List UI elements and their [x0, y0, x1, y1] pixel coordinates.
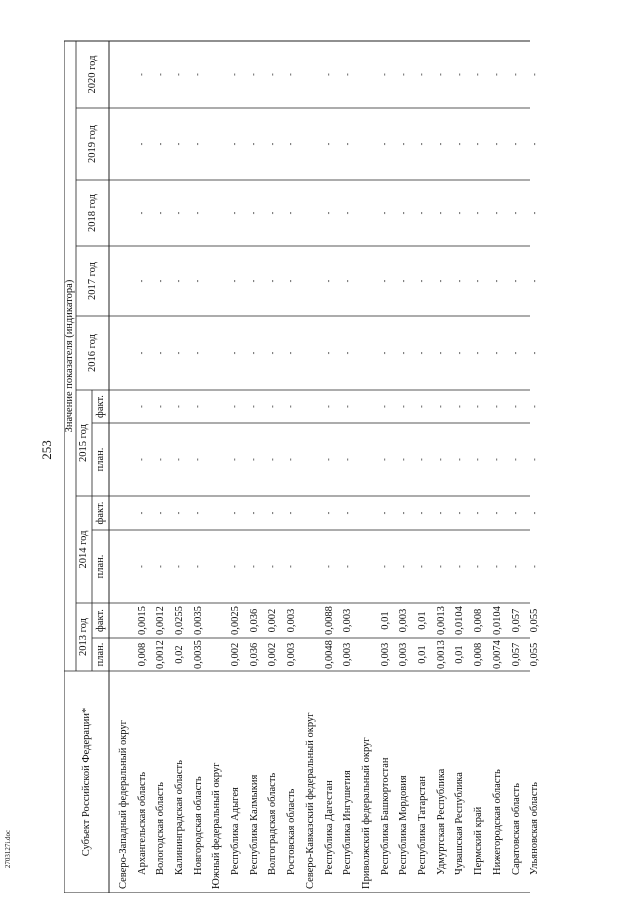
empty-value-dash: - [379, 351, 389, 355]
value-fact-2013: 0,002 [267, 608, 279, 633]
empty-value-dash: - [473, 279, 483, 283]
empty-value-dash: - [342, 405, 352, 408]
empty-value-dash: - [323, 511, 333, 515]
empty-value-dash: - [155, 73, 165, 76]
empty-value-dash: - [510, 405, 520, 408]
empty-value-dash: - [192, 565, 202, 568]
empty-value-dash: - [342, 511, 352, 515]
empty-value-dash: - [379, 73, 389, 76]
empty-value-dash: - [510, 73, 520, 76]
header-plan: план. [94, 554, 106, 579]
empty-value-dash: - [155, 142, 165, 146]
empty-value-dash: - [323, 211, 333, 215]
empty-value-dash: - [136, 279, 146, 283]
empty-value-dash: - [136, 142, 146, 146]
empty-value-dash: - [267, 351, 277, 355]
empty-value-dash: - [417, 211, 427, 215]
empty-value-dash: - [174, 458, 184, 461]
empty-value-dash: - [192, 142, 202, 146]
value-plan-2013: 0,008 [136, 642, 148, 667]
empty-value-dash: - [529, 565, 539, 568]
empty-value-dash: - [379, 279, 389, 283]
value-fact-2013: 0,0025 [230, 606, 242, 635]
empty-value-dash: - [286, 565, 296, 568]
empty-value-dash: - [473, 405, 483, 408]
empty-value-dash: - [323, 458, 333, 461]
empty-value-dash: - [436, 351, 446, 355]
empty-value-dash: - [286, 73, 296, 76]
empty-value-dash: - [249, 511, 259, 515]
value-fact-2013: 0,0088 [323, 606, 335, 635]
empty-value-dash: - [323, 565, 333, 568]
region-name: Ростовская область [286, 788, 298, 875]
value-fact-2013: 0,003 [286, 608, 298, 633]
header-year-2018: 2018 год [86, 194, 98, 232]
region-name: Республика Адыгея [230, 787, 242, 875]
region-name: Саратовская область [510, 783, 522, 875]
value-plan-2013: 0,0074 [491, 640, 503, 669]
empty-value-dash: - [473, 511, 483, 515]
empty-value-dash: - [230, 211, 240, 215]
empty-value-dash: - [155, 405, 165, 408]
empty-value-dash: - [454, 279, 464, 283]
region-name: Ульяновская область [529, 782, 541, 875]
empty-value-dash: - [510, 279, 520, 283]
empty-value-dash: - [492, 565, 502, 568]
empty-value-dash: - [174, 351, 184, 355]
empty-value-dash: - [417, 351, 427, 355]
empty-value-dash: - [379, 458, 389, 461]
empty-value-dash: - [510, 142, 520, 146]
value-fact-2013: 0,008 [473, 608, 485, 633]
empty-value-dash: - [342, 565, 352, 568]
region-name: Архангельская область [136, 771, 148, 875]
empty-value-dash: - [529, 142, 539, 146]
empty-value-dash: - [379, 142, 389, 146]
value-fact-2013: 0,0012 [155, 606, 167, 635]
empty-value-dash: - [136, 211, 146, 215]
empty-value-dash: - [286, 211, 296, 215]
empty-value-dash: - [323, 73, 333, 76]
empty-value-dash: - [230, 279, 240, 283]
empty-value-dash: - [510, 565, 520, 568]
header-year-2019: 2019 год [86, 125, 98, 163]
value-fact-2013: 0,055 [529, 608, 541, 633]
empty-value-dash: - [249, 458, 259, 461]
empty-value-dash: - [342, 142, 352, 146]
empty-value-dash: - [454, 211, 464, 215]
header-year-2015: 2015 год [78, 424, 90, 462]
empty-value-dash: - [230, 405, 240, 408]
header-year-2013: 2013 год [78, 618, 90, 656]
empty-value-dash: - [174, 73, 184, 76]
empty-value-dash: - [454, 565, 464, 568]
value-fact-2013: 0,003 [342, 608, 354, 633]
empty-value-dash: - [417, 405, 427, 408]
empty-value-dash: - [379, 511, 389, 515]
value-plan-2013: 0,003 [342, 642, 354, 667]
empty-value-dash: - [398, 511, 408, 515]
district-row-label: Приволжский федеральный округ [360, 737, 372, 889]
empty-value-dash: - [379, 565, 389, 568]
empty-value-dash: - [492, 73, 502, 76]
empty-value-dash: - [436, 279, 446, 283]
empty-value-dash: - [529, 351, 539, 355]
empty-value-dash: - [492, 511, 502, 515]
empty-value-dash: - [174, 565, 184, 568]
value-fact-2013: 0,01 [417, 611, 429, 630]
header-subject: Субъект Российской Федерации* [80, 707, 92, 857]
header-year-2014: 2014 год [78, 530, 90, 569]
value-plan-2013: 0,003 [286, 642, 298, 667]
value-plan-2013: 0,0035 [192, 640, 204, 669]
region-name: Республика Мордовия [398, 775, 410, 875]
value-fact-2013: 0,0015 [136, 606, 148, 635]
empty-value-dash: - [155, 211, 165, 215]
empty-value-dash: - [342, 279, 352, 283]
empty-value-dash: - [473, 351, 483, 355]
empty-value-dash: - [136, 73, 146, 76]
empty-value-dash: - [436, 565, 446, 568]
empty-value-dash: - [529, 279, 539, 283]
district-row-label: Северо-Кавказский федеральный округ [304, 712, 316, 889]
empty-value-dash: - [510, 351, 520, 355]
header-year-2017: 2017 год [86, 262, 98, 300]
empty-value-dash: - [398, 351, 408, 355]
empty-value-dash: - [398, 142, 408, 146]
empty-value-dash: - [529, 458, 539, 461]
empty-value-dash: - [492, 405, 502, 408]
empty-value-dash: - [286, 511, 296, 515]
header-indicator-value: Значение показателя (индикатора) [64, 279, 76, 433]
empty-value-dash: - [492, 211, 502, 215]
empty-value-dash: - [417, 511, 427, 515]
empty-value-dash: - [192, 279, 202, 283]
empty-value-dash: - [436, 511, 446, 515]
header-year-2016: 2016 год [86, 334, 98, 372]
value-plan-2013: 0,055 [529, 642, 541, 667]
value-plan-2013: 0,0012 [155, 640, 167, 669]
empty-value-dash: - [510, 511, 520, 515]
empty-value-dash: - [510, 211, 520, 215]
document-footer: 2703127i.doc [4, 829, 12, 869]
empty-value-dash: - [529, 73, 539, 76]
value-fact-2013: 0,0104 [454, 606, 466, 635]
header-fact: факт. [94, 395, 106, 418]
region-name: Волгоградская область [267, 772, 279, 875]
empty-value-dash: - [192, 511, 202, 515]
page-number: 253 [39, 440, 54, 460]
empty-value-dash: - [379, 211, 389, 215]
region-name: Новгородская область [192, 776, 204, 875]
header-year-2020: 2020 год [86, 55, 98, 94]
empty-value-dash: - [473, 211, 483, 215]
empty-value-dash: - [230, 351, 240, 355]
empty-value-dash: - [436, 458, 446, 461]
value-fact-2013: 0,057 [510, 608, 522, 633]
empty-value-dash: - [249, 142, 259, 146]
empty-value-dash: - [230, 73, 240, 76]
empty-value-dash: - [473, 73, 483, 76]
empty-value-dash: - [267, 279, 277, 283]
value-plan-2013: 0,003 [398, 642, 410, 667]
value-plan-2013: 0,057 [510, 642, 522, 667]
empty-value-dash: - [174, 511, 184, 515]
value-plan-2013: 0,036 [248, 642, 260, 667]
value-plan-2013: 0,002 [267, 642, 279, 667]
empty-value-dash: - [398, 279, 408, 283]
empty-value-dash: - [417, 458, 427, 461]
value-fact-2013: 0,0035 [192, 606, 204, 635]
empty-value-dash: - [192, 211, 202, 215]
empty-value-dash: - [267, 458, 277, 461]
value-fact-2013: 0,01 [379, 611, 391, 630]
empty-value-dash: - [454, 405, 464, 408]
empty-value-dash: - [267, 142, 277, 146]
value-plan-2013: 0,008 [473, 642, 485, 667]
empty-value-dash: - [267, 211, 277, 215]
empty-value-dash: - [267, 405, 277, 408]
empty-value-dash: - [417, 73, 427, 76]
empty-value-dash: - [492, 279, 502, 283]
empty-value-dash: - [454, 351, 464, 355]
empty-value-dash: - [249, 211, 259, 215]
empty-value-dash: - [398, 211, 408, 215]
empty-value-dash: - [436, 142, 446, 146]
empty-value-dash: - [155, 279, 165, 283]
empty-value-dash: - [417, 279, 427, 283]
region-name: Пермский край [473, 806, 485, 875]
empty-value-dash: - [492, 458, 502, 461]
empty-value-dash: - [323, 142, 333, 146]
header-plan: план. [94, 447, 106, 472]
empty-value-dash: - [417, 142, 427, 146]
value-plan-2013: 0,0013 [435, 640, 447, 669]
empty-value-dash: - [454, 142, 464, 146]
value-plan-2013: 0,0048 [323, 640, 335, 669]
region-name: Республика Ингушетия [342, 770, 354, 875]
empty-value-dash: - [267, 73, 277, 76]
empty-value-dash: - [436, 211, 446, 215]
value-fact-2013: 0,003 [398, 608, 410, 633]
empty-value-dash: - [230, 511, 240, 515]
empty-value-dash: - [192, 73, 202, 76]
empty-value-dash: - [174, 142, 184, 146]
empty-value-dash: - [286, 458, 296, 461]
empty-value-dash: - [323, 279, 333, 283]
empty-value-dash: - [510, 458, 520, 461]
empty-value-dash: - [230, 142, 240, 146]
empty-value-dash: - [192, 458, 202, 461]
empty-value-dash: - [286, 142, 296, 146]
indicator-table [64, 15, 541, 893]
value-plan-2013: 0,002 [230, 642, 242, 667]
empty-value-dash: - [249, 351, 259, 355]
region-name: Удмуртская Республика [435, 768, 447, 875]
value-fact-2013: 0,0104 [491, 606, 503, 635]
header-fact: факт. [94, 501, 106, 525]
empty-value-dash: - [192, 405, 202, 408]
empty-value-dash: - [230, 565, 240, 568]
empty-value-dash: - [492, 142, 502, 146]
empty-value-dash: - [230, 458, 240, 461]
empty-value-dash: - [249, 405, 259, 408]
header-plan: план. [94, 642, 106, 667]
empty-value-dash: - [454, 511, 464, 515]
empty-value-dash: - [192, 351, 202, 355]
empty-value-dash: - [136, 351, 146, 355]
empty-value-dash: - [398, 565, 408, 568]
empty-value-dash: - [473, 565, 483, 568]
empty-value-dash: - [436, 73, 446, 76]
empty-value-dash: - [267, 565, 277, 568]
region-name: Республика Калмыкия [248, 774, 260, 875]
value-plan-2013: 0,01 [454, 645, 466, 664]
empty-value-dash: - [436, 405, 446, 408]
empty-value-dash: - [155, 511, 165, 515]
empty-value-dash: - [267, 511, 277, 515]
empty-value-dash: - [155, 458, 165, 461]
region-name: Вологодская область [155, 782, 167, 875]
value-fact-2013: 0,0255 [173, 606, 185, 635]
empty-value-dash: - [454, 458, 464, 461]
empty-value-dash: - [249, 279, 259, 283]
empty-value-dash: - [136, 405, 146, 408]
empty-value-dash: - [136, 458, 146, 461]
empty-value-dash: - [249, 565, 259, 568]
region-name: Республика Башкортостан [379, 757, 391, 875]
empty-value-dash: - [342, 211, 352, 215]
empty-value-dash: - [473, 458, 483, 461]
empty-value-dash: - [155, 565, 165, 568]
empty-value-dash: - [286, 351, 296, 355]
empty-value-dash: - [398, 458, 408, 461]
value-plan-2013: 0,003 [379, 642, 391, 667]
region-name: Республика Татарстан [417, 775, 429, 875]
region-name: Нижегородская область [491, 769, 503, 875]
region-name: Республика Дагестан [323, 780, 335, 875]
empty-value-dash: - [323, 405, 333, 408]
empty-value-dash: - [398, 73, 408, 76]
empty-value-dash: - [174, 279, 184, 283]
empty-value-dash: - [342, 73, 352, 76]
empty-value-dash: - [473, 142, 483, 146]
empty-value-dash: - [529, 405, 539, 408]
empty-value-dash: - [492, 351, 502, 355]
header-fact: факт. [94, 609, 106, 632]
district-row-label: Северо-Западный федеральный округ [117, 720, 129, 889]
empty-value-dash: - [342, 351, 352, 355]
empty-value-dash: - [249, 73, 259, 76]
empty-value-dash: - [136, 565, 146, 568]
empty-value-dash: - [454, 73, 464, 76]
empty-value-dash: - [286, 405, 296, 408]
empty-value-dash: - [174, 405, 184, 408]
district-row-label: Южный федеральный округ [211, 762, 223, 889]
empty-value-dash: - [174, 211, 184, 215]
value-plan-2013: 0,01 [417, 645, 429, 664]
empty-value-dash: - [398, 405, 408, 408]
empty-value-dash: - [323, 351, 333, 355]
empty-value-dash: - [342, 458, 352, 461]
region-name: Калининградская область [173, 760, 185, 875]
empty-value-dash: - [286, 279, 296, 283]
empty-value-dash: - [155, 351, 165, 355]
value-plan-2013: 0,02 [173, 645, 185, 664]
empty-value-dash: - [417, 565, 427, 568]
empty-value-dash: - [136, 511, 146, 515]
empty-value-dash: - [379, 405, 389, 408]
empty-value-dash: - [529, 511, 539, 515]
region-name: Чувашская Республика [454, 772, 466, 875]
value-fact-2013: 0,036 [248, 608, 260, 633]
value-fact-2013: 0,0013 [435, 606, 447, 635]
empty-value-dash: - [529, 211, 539, 215]
